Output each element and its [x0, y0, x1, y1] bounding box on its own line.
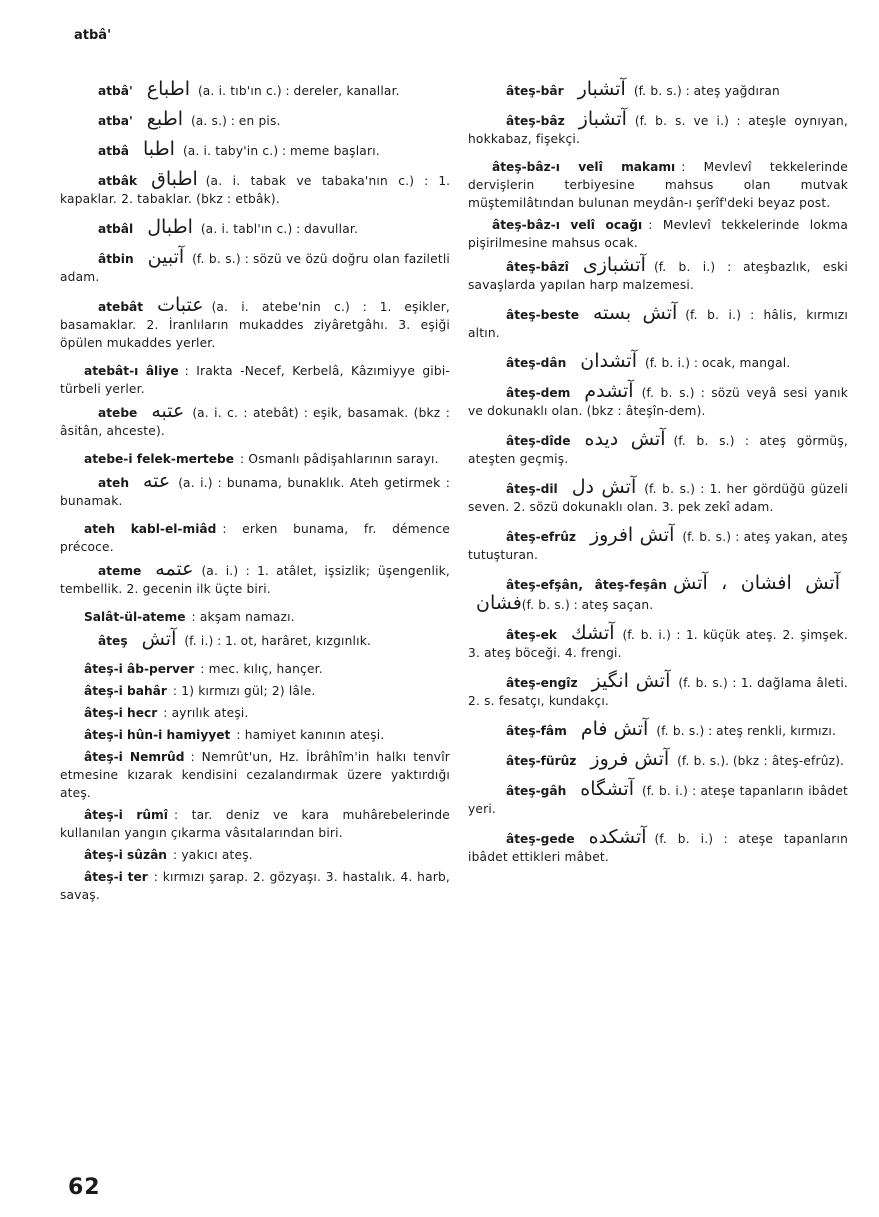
- dictionary-entry: [60, 450, 450, 468]
- entry-definition: : hamiyet kanının ateşi.: [236, 728, 385, 742]
- entry-definition: : yakıcı ateş.: [172, 848, 253, 862]
- entry-definition: : erken bunama, fr. démence précoce.: [60, 522, 450, 554]
- dictionary-entry: [60, 402, 450, 440]
- dictionary-entry: [468, 430, 848, 468]
- entry-definition: : 1) kırmızı gül; 2) lâle.: [172, 684, 316, 698]
- dictionary-entry: [468, 304, 848, 342]
- dictionary-entry: [60, 608, 450, 626]
- entry-arabic-script: آتشكده: [588, 826, 647, 848]
- dictionary-entry: [60, 806, 450, 842]
- entry-headword: âteş-i sûzân: [84, 848, 167, 862]
- entry-definition: (f. b. s.) : 1. her gördüğü güzeli seven. 2. sözü dokunaklı olan. 3. pek zekî adam.: [468, 482, 848, 514]
- dictionary-entry: [60, 248, 450, 286]
- entry-arabic-script: آتش: [141, 628, 177, 650]
- dictionary-entry: [468, 574, 848, 614]
- dictionary-entry: [60, 296, 450, 352]
- entry-headword: atebe-i felek-mertebe: [84, 452, 235, 466]
- entry-arabic-script: آتشباز: [578, 108, 627, 130]
- entry-arabic-script: آتش فروز: [590, 748, 670, 770]
- entry-definition: (a. i.) : bunama, bunaklık. Ateh getirmek : bunamak.: [60, 476, 450, 508]
- entry-arabic-script: آتبين: [147, 246, 185, 268]
- dictionary-entry: [60, 846, 450, 864]
- entry-headword: âteş-efrûz: [506, 530, 576, 544]
- dictionary-entry: [468, 352, 848, 372]
- entry-headword: âtbin: [98, 252, 134, 266]
- entry-arabic-script: آتش افشان ، آتش فشان: [476, 572, 841, 614]
- entry-arabic-script: آتشك: [571, 622, 615, 644]
- entry-headword: atba': [98, 114, 133, 128]
- entry-definition: (a. i. tabl'ın c.) : davullar.: [200, 222, 359, 236]
- entry-arabic-script: عتبه: [151, 400, 185, 422]
- entry-arabic-script: اطبا: [143, 138, 175, 160]
- dictionary-entry: [468, 526, 848, 564]
- entry-headword: ateh: [98, 476, 129, 490]
- entry-headword: atbâl: [98, 222, 134, 236]
- entry-definition: (f. b. i.) : 1. küçük ateş. 2. şimşek. 3. ateş böceği. 4. frengi.: [468, 628, 848, 660]
- entry-headword: Salât-ül-ateme: [84, 610, 186, 624]
- entry-headword: âteş-i rûmî: [84, 808, 168, 822]
- dictionary-entry: [60, 472, 450, 510]
- entry-definition: : kırmızı şarap. 2. gözyaşı. 3. hastalık. 4. harb, savaş.: [60, 870, 450, 902]
- page-number: 62: [68, 1175, 101, 1200]
- entry-definition: : Irakta -Necef, Kerbelâ, Kâzımiyye gibi-türbeli yerler.: [60, 364, 450, 396]
- entry-headword: âteş-i bahâr: [84, 684, 167, 698]
- entry-arabic-script: آتشدم: [584, 380, 634, 402]
- entry-definition: (a. i. c. : atebât) : eşik, basamak. (bkz : âsitân, ahceste).: [60, 406, 450, 438]
- dictionary-entry: [468, 158, 848, 212]
- entry-headword: âteş-bâz: [506, 114, 565, 128]
- entry-headword: âteş-dîde: [506, 434, 571, 448]
- entry-headword: âteş-bâzî: [506, 260, 569, 274]
- dictionary-entry: [60, 748, 450, 802]
- entry-headword: âteş-beste: [506, 308, 579, 322]
- entry-headword: âteş-ek: [506, 628, 557, 642]
- entry-definition: (a. i. atebe'nin c.) : 1. eşikler, basamaklar. 2. İranlıların mukaddes ziyâretgâhı. 3. eşiği öpülen mukaddes yerler.: [60, 300, 450, 350]
- entry-definition: (f. b. s.) : 1. dağlama âleti. 2. s. fesatçı, kundakçı.: [468, 676, 848, 708]
- dictionary-entry: [60, 868, 450, 904]
- entry-definition: (a. i. tıb'ın c.) : dereler, kanallar.: [198, 84, 400, 98]
- dictionary-entry: [60, 704, 450, 722]
- entry-definition: (f. b. s.) : ateş yakan, ateş tutuşturan.: [468, 530, 848, 562]
- entry-headword: âteş-i hecr: [84, 706, 158, 720]
- dictionary-entry: [468, 478, 848, 516]
- entry-definition: (a. s.) : en pis.: [190, 114, 281, 128]
- dictionary-entry: [468, 256, 848, 294]
- entry-arabic-script: اطباع: [146, 78, 190, 100]
- entry-definition: : Osmanlı pâdişahlarının sarayı.: [240, 452, 439, 466]
- dictionary-entry: [60, 140, 450, 160]
- entry-arabic-script: اطبع: [146, 108, 183, 130]
- entry-headword: atebe: [98, 406, 138, 420]
- entry-headword: âteş-engîz: [506, 676, 578, 690]
- entry-headword: atbâ: [98, 144, 129, 158]
- entry-arabic-script: عته: [143, 470, 171, 492]
- entry-headword: ateh kabl-el-miâd: [84, 522, 217, 536]
- entry-arabic-script: آتشبازى: [582, 254, 646, 276]
- entry-arabic-script: آتش دل: [571, 476, 637, 498]
- dictionary-entry: [60, 660, 450, 678]
- entry-arabic-script: آتشگاه: [580, 778, 635, 800]
- entry-headword: âteş-i âb-perver: [84, 662, 195, 676]
- entry-arabic-script: آتش انگيز: [591, 670, 671, 692]
- entry-arabic-script: آتش افروز: [589, 524, 675, 546]
- entry-definition: (f. b. s.) : ateş görmüş, ateşten geçmiş.: [468, 434, 848, 466]
- dictionary-entry: [468, 720, 848, 740]
- entry-headword: âteş-bâz-ı velî ocağı: [492, 218, 643, 232]
- dictionary-entry: [60, 726, 450, 744]
- entry-definition: : Mevlevî tekkelerinde dervişlerin terbiyesine mahsus olan mutvak müştemilâtından bulunan meydân-ı şerîf'deki beyaz post.: [468, 160, 848, 210]
- entry-definition: (f. b. i.) : ocak, mangal.: [645, 356, 791, 370]
- entry-definition: (a. i. taby'in c.) : meme başları.: [182, 144, 380, 158]
- entry-headword: âteş-fâm: [506, 724, 567, 738]
- entry-headword: âteş-dil: [506, 482, 558, 496]
- entry-definition: (f. b. i.) : ateşe tapanların ibâdet ettikleri mâbet.: [468, 832, 848, 864]
- entry-definition: (f. b. i.) : hâlis, kırmızı altın.: [468, 308, 848, 340]
- entry-headword: âteş-i hûn-i hamiyyet: [84, 728, 231, 742]
- entry-headword: âteş-gâh: [506, 784, 567, 798]
- entry-definition: (f. b. s. ve i.) : ateşle oynıyan, hokkabaz, fişekçi.: [468, 114, 848, 146]
- dictionary-entry: [468, 750, 848, 770]
- entry-headword: âteş-gede: [506, 832, 575, 846]
- entry-definition: : tar. deniz ve kara muhârebelerinde kullanılan yangın çıkarma vâsıtalarından biri.: [60, 808, 450, 840]
- dictionary-entry: [468, 828, 848, 866]
- entry-definition: : akşam namazı.: [191, 610, 295, 624]
- entry-definition: (f. b. s.) : sözü ve özü doğru olan faziletli adam.: [60, 252, 450, 284]
- dictionary-entry: [468, 216, 848, 252]
- entry-arabic-script: آتشبار: [577, 78, 626, 100]
- entry-arabic-script: اطبال: [147, 216, 193, 238]
- entry-definition: (f. b. s.) : sözü veyâ sesi yanık ve dokunaklı olan. (bkz : âteşîn-dem).: [468, 386, 848, 418]
- dictionary-entry: [60, 560, 450, 598]
- entry-headword: âteş-fürûz: [506, 754, 577, 768]
- entry-arabic-script: آتش ديده: [584, 428, 666, 450]
- entry-definition: (f. b. s.) : ateş yağdıran: [633, 84, 780, 98]
- entry-headword: âteş-i ter: [84, 870, 148, 884]
- entry-definition: (f. b. i.) : ateşe tapanların ibâdet yeri.: [468, 784, 848, 816]
- running-header: atbâ': [74, 28, 112, 43]
- entry-definition: (a. i. tabak ve tabaka'nın c.) : 1. kapaklar. 2. tabaklar. (bkz : etbâk).: [60, 174, 450, 206]
- entry-definition: : mec. kılıç, hançer.: [200, 662, 323, 676]
- entry-arabic-script: اطباق: [151, 168, 198, 190]
- entry-headword: ateme: [98, 564, 142, 578]
- dictionary-entry: [60, 80, 450, 100]
- entry-headword: atbâ': [98, 84, 133, 98]
- right-column: [468, 80, 848, 876]
- dictionary-entry: [468, 624, 848, 662]
- entry-arabic-script: آتشدان: [580, 350, 637, 372]
- dictionary-entry: [468, 80, 848, 100]
- dictionary-entry: [60, 630, 450, 650]
- dictionary-entry: [60, 682, 450, 700]
- dictionary-entry: [60, 520, 450, 556]
- entry-definition: (f. b. i.) : ateşbazlık, eski savaşlarda yapılan harp malzemesi.: [468, 260, 848, 292]
- dictionary-entry: [468, 780, 848, 818]
- entry-headword: atebât-ı âliye: [84, 364, 179, 378]
- dictionary-entry: [60, 110, 450, 130]
- left-column: [60, 80, 450, 908]
- entry-headword: âteş: [98, 634, 128, 648]
- entry-headword: âteş-dân: [506, 356, 567, 370]
- entry-headword: âteş-i Nemrûd: [84, 750, 185, 764]
- entry-definition: (f. b. s.) : ateş renkli, kırmızı.: [656, 724, 837, 738]
- dictionary-entry: [60, 170, 450, 208]
- entry-arabic-script: آتش بسته: [592, 302, 678, 324]
- entry-definition: : Nemrût'un, Hz. İbrâhîm'in halkı tenvîr etmesine kızarak kendisini cezalandırmak üzere yaktırdığı ateş.: [60, 750, 451, 800]
- entry-definition: (a. i.) : 1. atâlet, işsizlik; üşengenlik, tembellik. 2. gecenin ilk üçte biri.: [60, 564, 450, 596]
- entry-definition: (f. b. s.). (bkz : âteş-efrûz).: [677, 754, 844, 768]
- entry-arabic-script: عتمه: [155, 558, 194, 580]
- entry-headword: âteş-efşân, âteş-feşân: [506, 578, 667, 592]
- dictionary-entry: [60, 362, 450, 398]
- entry-headword: âteş-bâz-ı velî makamı: [492, 160, 676, 174]
- dictionary-entry: [468, 672, 848, 710]
- entry-definition: : Mevlevî tekkelerinde lokma pişirilmesine mahsus ocak.: [468, 218, 848, 250]
- entry-arabic-script: عتبات: [157, 294, 204, 316]
- entry-headword: âteş-dem: [506, 386, 571, 400]
- entry-headword: âteş-bâr: [506, 84, 564, 98]
- entry-headword: atbâk: [98, 174, 138, 188]
- entry-headword: atebât: [98, 300, 144, 314]
- entry-definition: (f. i.) : 1. ot, harâret, kızgınlık.: [184, 634, 372, 648]
- entry-definition: (f. b. s.) : ateş saçan.: [521, 598, 654, 612]
- dictionary-entry: [468, 110, 848, 148]
- entry-arabic-script: آتش فام: [580, 718, 649, 740]
- dictionary-entry: [468, 382, 848, 420]
- entry-definition: : ayrılık ateşi.: [163, 706, 249, 720]
- dictionary-entry: [60, 218, 450, 238]
